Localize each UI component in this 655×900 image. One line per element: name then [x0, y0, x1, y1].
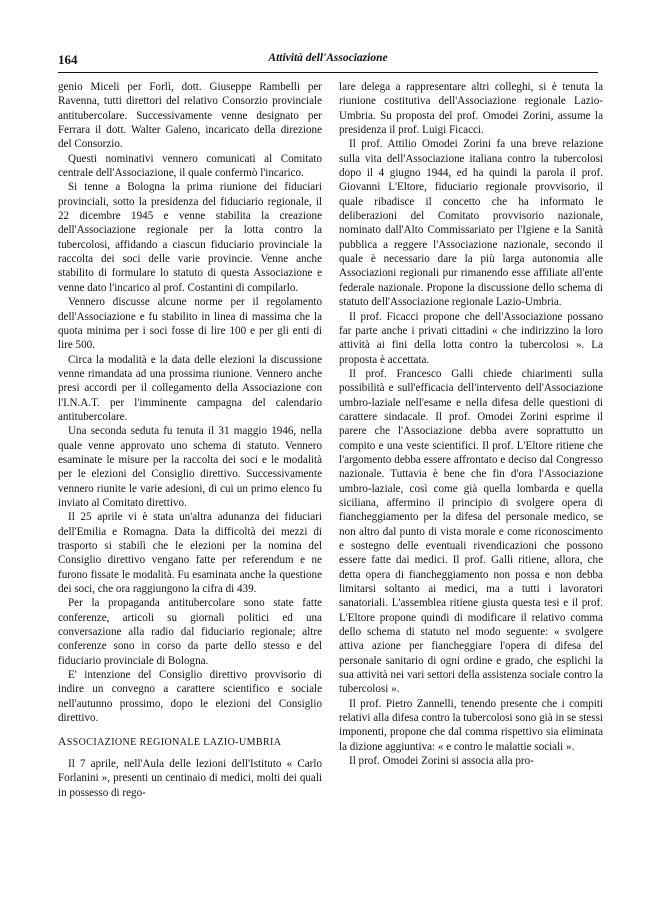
paragraph: Si tenne a Bologna la prima riunione dei fiduciari provinciali, sotto la presidenza del fiduciario regionale, il 22 dicembre 1945 e venne stabilita la creazione dell'Associazione regionale per la lotta contro la tubercolosi, affidando a ciascun fiduciario provinciale la raccolta dei soci delle varie provincie. Venne anche stabilito di formulare lo statuto di questa Associazione e venne dato l'incarico al prof. Costantini di compilarlo.: [58, 181, 322, 294]
paragraph: Il prof. Pietro Zannelli, tenendo presente che i compiti relativi alla difesa contro la tubercolosi sono già in se stessi imponenti, propone che dal comma rispettivo sia eliminata la dizione aggiuntiva: « e contro le malattie sociali ».: [339, 697, 603, 753]
paragraph: Il 25 aprile vi è stata un'altra adunanza dei fiduciari dell'Emilia e Romagna. Data la difficoltà dei mezzi di trasporto si stabilì che le elezioni per la nomina del Consiglio direttivo vengano fatte per referendum e ne furono fissate le modalità. Fu esaminata anche la questione dei soci, che ora raggiungono la cifra di 439.: [58, 511, 322, 596]
paragraph: Per la propaganda antitubercolare sono state fatte conferenze, articoli su giornali politici ed una conversazione alla radio dal fiduciario regionale; altre conferenze sono in corso da parte dello stesso e del fiduciario provinciale di Bologna.: [58, 597, 322, 667]
right-column: [339, 80, 603, 769]
section-heading: [58, 735, 322, 750]
paragraph: Il prof. Ficacci propone che dell'Associazione possano far parte anche i privati cittadini « che indirizzino la loro attività ai fini della lotta contro la tubercolosi ». La proposta è accettata.: [339, 310, 603, 366]
paragraph: Il prof. Omodei Zorini si associa alla pro-: [349, 755, 534, 768]
left-column: [58, 80, 322, 800]
paragraph: E' intenzione del Consiglio direttivo provvisorio di indire un convegno a carattere scientifico e sociale nell'autunno prossimo, dopo le elezioni del Consiglio direttivo.: [58, 669, 322, 725]
paragraph: Questi nominativi vennero comunicati al Comitato centrale dell'Associazione, il quale confermò l'incarico.: [58, 152, 322, 180]
running-title: Attività dell'Associazione: [268, 52, 388, 64]
section-heading-initial: A: [58, 736, 67, 749]
paragraph: Circa la modalità e la data delle elezioni la discussione venne rimandata ad una prossima riunione. Vennero anche presi accordi per il collegamento della Associazione con l'I.N.A.T. per l'imminente campagna del calendario antitubercolare.: [58, 353, 322, 423]
paragraph: Il prof. Attilio Omodei Zorini fa una breve relazione sulla vita dell'Associazione italiana contro la tubercolosi dopo il 4 giugno 1944, ed ha quindi la parola il prof. Giovanni L'Eltore, fiduciario regionale provvisorio, il quale ribadisce il concetto che ha informato le deliberazioni del Comitato provvisorio nazionale, nominato dall'Alto Commissariato per l'Igiene e la Sanità pubblica a reggere l'Associazione nazionale, secondo il quale è necessario dare la più larga autonomia alle Associazioni regionali pur rimanendo esse affiliate all'ente federale nazionale. Propone la discussione dello schema di statuto dell'Associazione regionale Lazio-Umbria.: [339, 138, 603, 309]
section-heading-rest: SSOCIAZIONE REGIONALE LAZIO-UMBRIA: [66, 737, 282, 749]
page-number: 164: [58, 52, 78, 67]
paragraph: genio Miceli per Forlì, dott. Giuseppe Rambelli per Ravenna, tutti direttori del relativo Consorzio provinciale antitubercolare. Successivamente venne designato per Ferrara il dott. Walter Galeno, incaricato della direzione del Consorzio.: [58, 81, 322, 151]
paragraph: Vennero discusse alcune norme per il regolamento dell'Associazione e fu stabilito in linea di massima che la quota minima per i soci fosse di lire 100 e per gli enti di lire 500.: [58, 296, 322, 352]
page-header: [58, 52, 598, 68]
paragraph: Il prof. Francesco Galli chiede chiarimenti sulla possibilità e sull'efficacia dell'intervento dell'Associazione umbro-laziale nell'esame e nella difesa delle questioni di carattere sindacale. Il prof. Omodei Zorini esprime il parere che l'Associazione debba avere soprattutto un compito e una veste scientifici. Il prof. L'Eltore ritiene che l'argomento debba essere affrontato e deciso dal Congresso nazionale. Tuttavia è bene che fin d'ora l'Associazione umbro-laziale, così come già quella lombarda e quella siciliana, affermino il principio di svolgere opera di fiancheggiamento per la difesa del personale medico, se non altro dal punto di vista morale e come riconoscimento e sostegno delle eventuali rivendicazioni che possono essere fatte dai medici. Il prof. Galli ritiene, allora, che detta opera di fiancheggiamento non possa e non debba limitarsi soltanto ai medici, ma a tutti i lavoratori sanatoriali. L'assemblea ritiene giusta questa tesi e il prof. L'Eltore propone quindi di modificare il relativo comma dello schema di statuto nel modo seguente: « svolgere attiva azione per fiancheggiare l'opera di difesa del personale sanitario di ogni ordine e grado, che esplichi la sua attività nei vari settori della assistenza sociale contro la tubercolosi ».: [339, 367, 603, 696]
paragraph: lare delega a rappresentare altri colleghi, si è tenuta la riunione costitutiva dell'Associazione regionale Lazio-Umbria. Su proposta del prof. Omodei Zorini, assume la presidenza il prof. Luigi Ficacci.: [339, 81, 603, 137]
header-rule: [58, 72, 598, 73]
paragraph: Il 7 aprile, nell'Aula delle lezioni dell'Istituto « Carlo Forlanini », presenti un centinaio di medici, molti dei quali in possesso di rego-: [58, 757, 322, 799]
paragraph: Una seconda seduta fu tenuta il 31 maggio 1946, nella quale venne approvato uno schema di statuto. Vennero esaminate le misure per la raccolta dei soci e le modalità per le elezioni del Consiglio direttivo. Successivamente vennero riunite le varie adesioni, di cui un primo elenco fu inviato al Comitato direttivo.: [58, 425, 322, 509]
